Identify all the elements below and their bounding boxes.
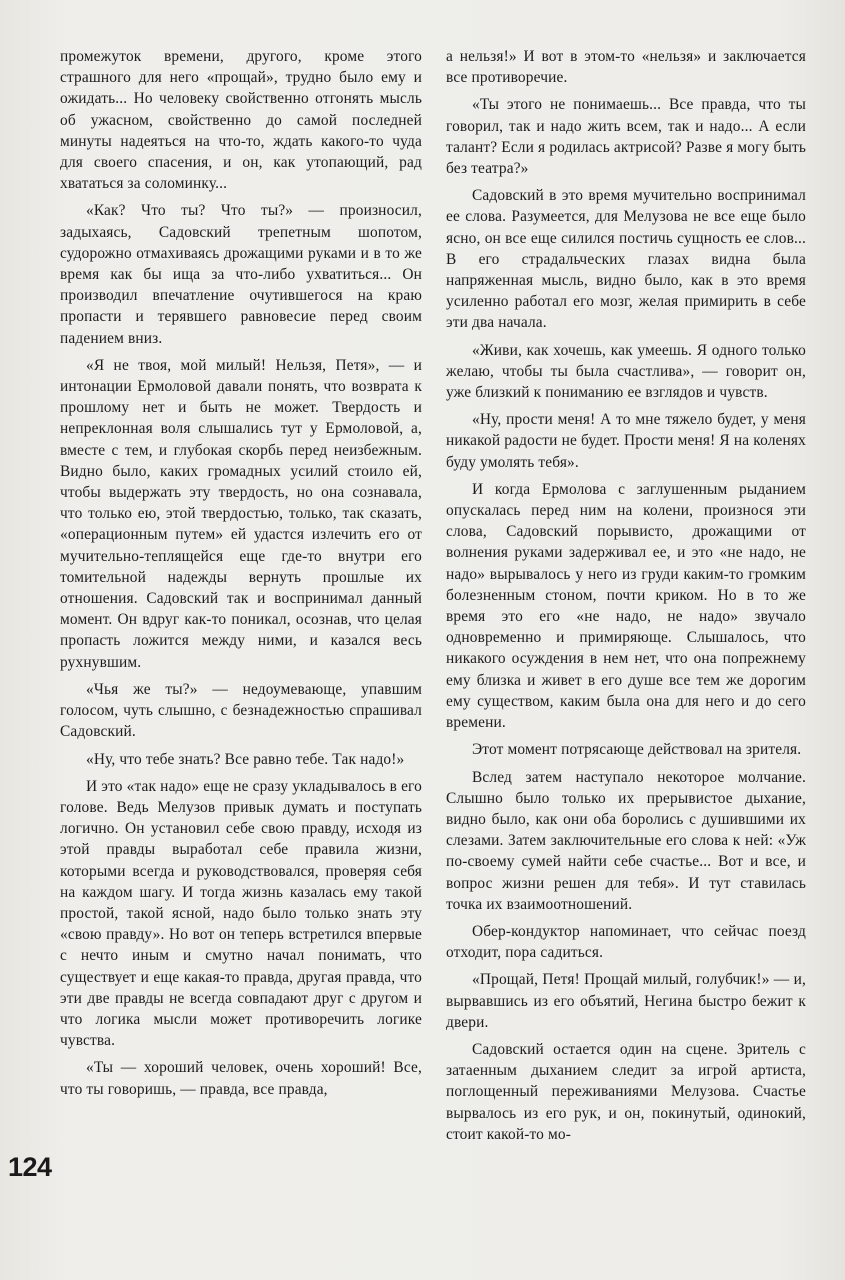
paragraph: И когда Ермолова с заглушенным рыданием опускалась перед ним на колени, произнося эти слова, Садовский порывисто, дрожащими от волнения руками задерживал ее, и это «не надо, не надо» вырывалось у него из груди каким-то громким болезненным стоном, почти криком. Но в то же время это его «не надо, не надо» звучало одновременно и примиряюще. Слышалось, что никакого осуждения в нем нет, что она попрежнему ему близка и живет в его душе все тем же дорогим ему существом, каким была она для него и до сего времени. xyxy=(446,480,806,732)
page-number: 124 xyxy=(8,1152,52,1182)
paragraph: Вслед затем наступало некоторое молчание. Слышно было только их прерывистое дыхание, видно было, как они оба боролись с душившими их слезами. Затем заключительные его слова к ней: «Уж по-своему сумей найти себе счастье... Вот и все, и вопрос жизни решен для тебя». И тут ставилась точка их взаимоотношений. xyxy=(446,768,806,913)
paragraph: Садовский остается один на сцене. Зритель с затаенным дыханием следит за игрой артиста, поглощенный переживаниями Мелузова. Счастье вырвалось из его рук, и он, покинутый, одинокий, стоит какой-то мо- xyxy=(446,1040,806,1143)
paragraph: а нельзя!» И вот в этом-то «нельзя» и заключается все противоречие. xyxy=(446,48,806,87)
paragraph: «Чья же ты?» — недоумевающе, упавшим голосом, чуть слышно, с безнадежностью спрашивал Садовский. xyxy=(60,680,422,741)
left-column xyxy=(60,46,422,1106)
paragraph: Этот момент потрясающе действовал на зрителя. xyxy=(472,741,802,759)
paragraph: «Я не твоя, мой милый! Нельзя, Петя», — и интонации Ермоловой давали понять, что возврата к прошлому нет и быть не может. Твердость и непреклонная воля слышались тут у Ермоловой, а, вместе с тем, и глубокая скорбь перед неизбежным. Видно было, каких громадных усилий стоило ей, чтобы выдержать эту твердость, но она сознавала, что только ею, этой твердостью, только, так сказать, «операционным путем» ей удастся излечить его от мучительно-теплящейся еще где-то внутри его томительной надежды вернуть прошлые их отношения. Садовский так и воспринимал данный момент. Он вдруг как-то поникал, осознав, что целая пропасть ложится между ними, и казался весь рухнувшим. xyxy=(60,356,422,671)
paragraph: «Ну, что тебе знать? Все равно тебе. Так надо!» xyxy=(86,750,405,768)
paragraph: «Ну, прости меня! А то мне тяжело будет, у меня никакой радости не будет. Прости меня! Я на коленях буду умолять тебя». xyxy=(446,411,806,471)
paragraph: «Прощай, Петя! Прощай милый, голубчик!» — и, вырвавшись из его объятий, Негина быстро бежит к двери. xyxy=(446,971,806,1031)
paragraph: И это «так надо» еще не сразу укладывалось в его голове. Ведь Мелузов привык думать и поступать логично. Он установил себе свою правду, исходя из этой правды выработал себе правила жизни, которыми всегда и руководствовался, проверяя себя на каждом шагу. И тогда жизнь казалась ему такой простой, такой ясной, надо было только знать эту «свою правду». Но вот он теперь встретился впервые с нечто иным и смутно начал понимать, что существует и еще какая-то правда, другая правда, что эти две правды не всегда совпадают друг с другом и что логика мысли может противоречить логике чувства. xyxy=(60,777,422,1050)
paragraph: «Ты — хороший человек, очень хороший! Все, что ты говоришь, — правда, все правда, xyxy=(60,1059,422,1098)
paragraph: «Как? Что ты? Что ты?» — произносил, задыхаясь, Садовский трепетным шопотом, судорожно отмахиваясь дрожащими руками и в то же время как бы ища за что-либо ухватиться... Он производил впечатление очутившегося на краю пропасти и терявшего равновесие перед своим падением вниз. xyxy=(60,202,422,347)
paragraph: промежуток времени, другого, кроме этого страшного для него «прощай», трудно было ему и ожидать... Но человеку свойственно отгонять мысль об ужасном, свойственно до самой последней минуты надеяться на что-то, ждать какого-то чуда для своего спасения, и он, как утопающий, рад хвататься за соломинку... xyxy=(60,48,422,193)
paragraph: Обер-кондуктор напоминает, что сейчас поезд отходит, пора садиться. xyxy=(446,922,806,962)
paragraph: «Ты этого не понимаешь... Все правда, что ты говорил, так и надо жить всем, так и надо... А если талант? Если я родилась актрисой? Разве я могу быть без театра?» xyxy=(446,96,806,178)
paragraph: «Живи, как хочешь, как умеешь. Я одного только желаю, чтобы ты была счастлива», — говорит он, уже близкий к пониманию ее взглядов и чувств. xyxy=(446,341,806,402)
right-column xyxy=(446,46,806,1151)
paragraph: Садовский в это время мучительно воспринимал ее слова. Разумеется, для Мелузова не все еще было ясно, он все еще силился постичь сущность ее слов... В его страдальческих глазах видна была напряженная мысль, видно было, как в это время усиленно работал его мозг, желая примирить в себе эти два начала. xyxy=(446,187,806,332)
